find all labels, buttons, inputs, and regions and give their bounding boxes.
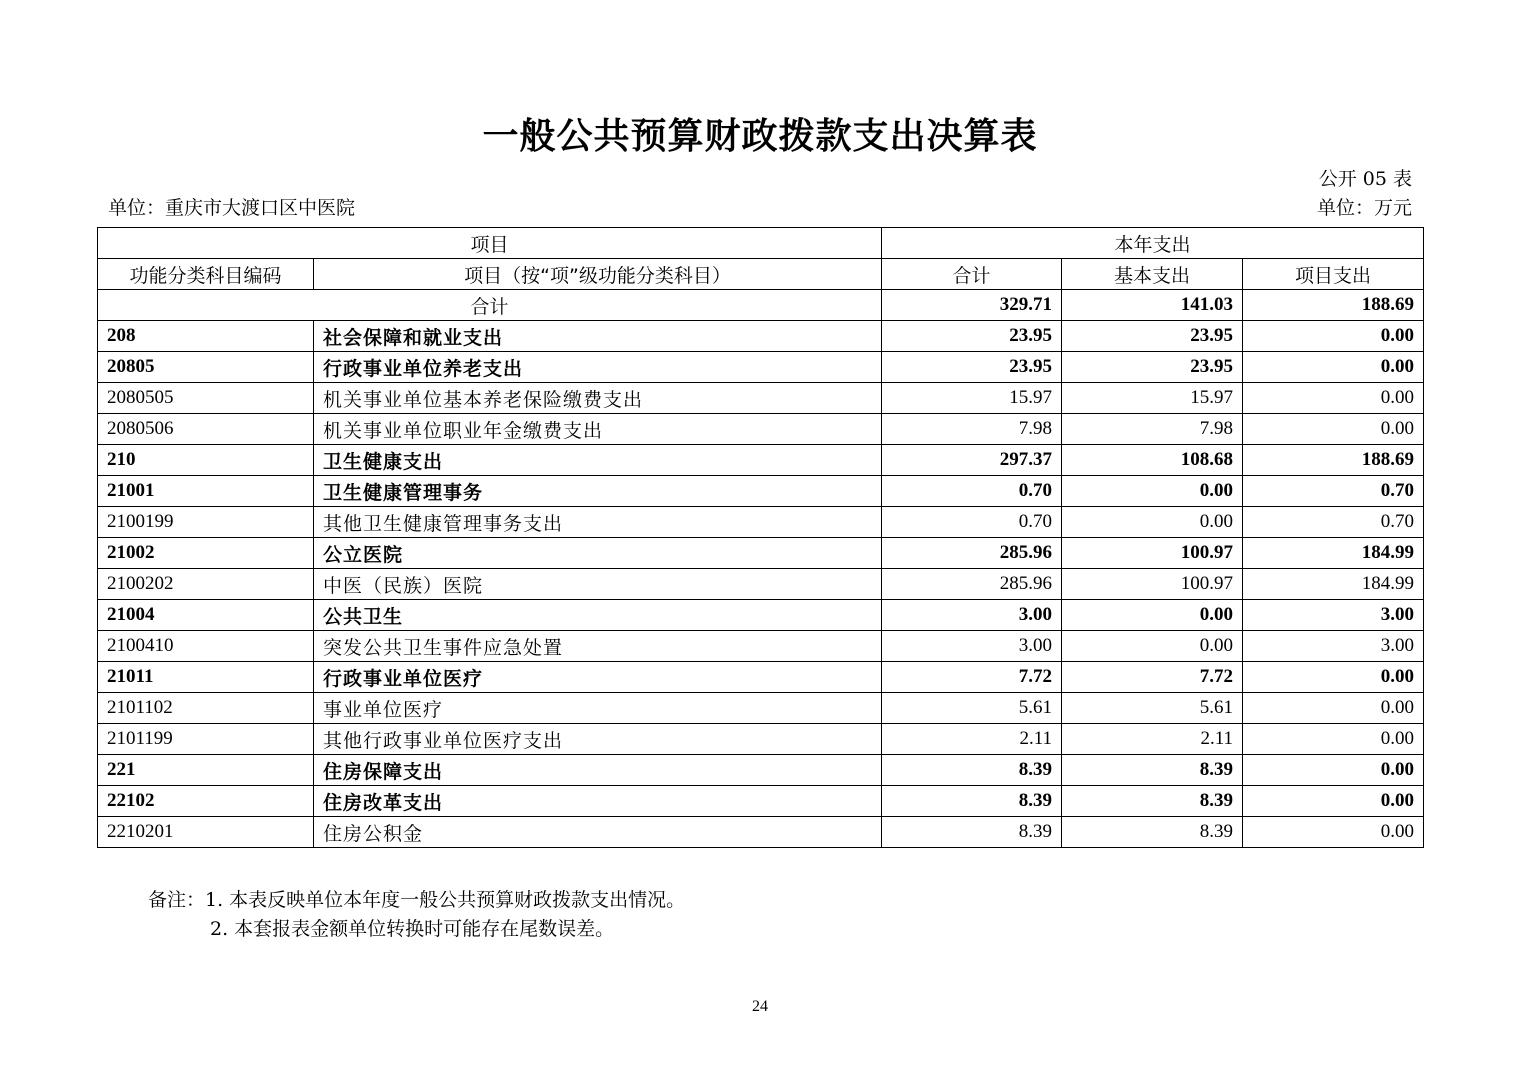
row-basic: 7.72 (1062, 662, 1243, 693)
header-row-1 (98, 228, 1424, 259)
row-code: 2080505 (98, 383, 314, 414)
table-row (98, 755, 1424, 786)
header-name: 项目（按“项”级功能分类科目） (314, 259, 882, 290)
page-number: 24 (752, 998, 768, 1015)
row-project: 0.70 (1243, 507, 1424, 538)
row-project: 0.00 (1243, 414, 1424, 445)
row-code: 2101102 (98, 693, 314, 724)
total-row (98, 290, 1424, 321)
table-row (98, 414, 1424, 445)
header-total: 合计 (882, 259, 1062, 290)
row-basic: 0.00 (1062, 600, 1243, 631)
row-project: 0.00 (1243, 724, 1424, 755)
total-project: 188.69 (1243, 290, 1424, 321)
row-code: 2210201 (98, 817, 314, 848)
table-row (98, 600, 1424, 631)
row-project: 0.00 (1243, 321, 1424, 352)
header-current-year: 本年支出 (882, 228, 1424, 259)
row-code: 22102 (98, 786, 314, 817)
row-total: 0.70 (882, 507, 1062, 538)
total-total: 329.71 (882, 290, 1062, 321)
form-number: 公开 05 表 (1318, 168, 1412, 190)
table-row (98, 693, 1424, 724)
row-code: 20805 (98, 352, 314, 383)
row-total: 7.98 (882, 414, 1062, 445)
row-code: 21011 (98, 662, 314, 693)
table-row (98, 569, 1424, 600)
row-name: 公共卫生 (314, 600, 882, 631)
row-basic: 0.00 (1062, 476, 1243, 507)
row-basic: 100.97 (1062, 538, 1243, 569)
row-name: 机关事业单位基本养老保险缴费支出 (314, 383, 882, 414)
row-name: 机关事业单位职业年金缴费支出 (314, 414, 882, 445)
row-name: 卫生健康管理事务 (314, 476, 882, 507)
row-basic: 108.68 (1062, 445, 1243, 476)
table-row (98, 476, 1424, 507)
row-project: 0.00 (1243, 693, 1424, 724)
row-basic: 100.97 (1062, 569, 1243, 600)
row-total: 297.37 (882, 445, 1062, 476)
note-line-2: 2. 本套报表金额单位转换时可能存在尾数误差。 (210, 918, 615, 940)
row-code: 21002 (98, 538, 314, 569)
table-row (98, 662, 1424, 693)
row-project: 184.99 (1243, 538, 1424, 569)
header-row-2 (98, 259, 1424, 290)
header-basic: 基本支出 (1062, 259, 1243, 290)
table-row (98, 507, 1424, 538)
row-code: 210 (98, 445, 314, 476)
row-basic: 2.11 (1062, 724, 1243, 755)
row-project: 188.69 (1243, 445, 1424, 476)
row-code: 21004 (98, 600, 314, 631)
row-code: 2101199 (98, 724, 314, 755)
page-title: 一般公共预算财政拨款支出决算表 (482, 116, 1038, 157)
table-row (98, 321, 1424, 352)
table-row (98, 786, 1424, 817)
row-name: 卫生健康支出 (314, 445, 882, 476)
header-code: 功能分类科目编码 (98, 259, 314, 290)
table-row (98, 538, 1424, 569)
row-total: 285.96 (882, 569, 1062, 600)
reporting-unit: 单位：重庆市大渡口区中医院 (108, 197, 356, 219)
row-code: 221 (98, 755, 314, 786)
row-project: 0.00 (1243, 755, 1424, 786)
table-row (98, 445, 1424, 476)
row-name: 社会保障和就业支出 (314, 321, 882, 352)
row-total: 15.97 (882, 383, 1062, 414)
row-basic: 7.98 (1062, 414, 1243, 445)
table-row (98, 817, 1424, 848)
row-name: 公立医院 (314, 538, 882, 569)
row-total: 23.95 (882, 321, 1062, 352)
row-project: 0.00 (1243, 786, 1424, 817)
table-row (98, 724, 1424, 755)
row-project: 3.00 (1243, 600, 1424, 631)
header-project: 项目 (98, 228, 882, 259)
total-basic: 141.03 (1062, 290, 1243, 321)
row-basic: 5.61 (1062, 693, 1243, 724)
total-label: 合计 (98, 290, 882, 321)
row-basic: 15.97 (1062, 383, 1243, 414)
row-basic: 23.95 (1062, 352, 1243, 383)
row-total: 8.39 (882, 817, 1062, 848)
row-total: 2.11 (882, 724, 1062, 755)
row-name: 其他卫生健康管理事务支出 (314, 507, 882, 538)
row-code: 21001 (98, 476, 314, 507)
row-basic: 8.39 (1062, 817, 1243, 848)
row-basic: 8.39 (1062, 786, 1243, 817)
row-project: 0.00 (1243, 662, 1424, 693)
row-total: 3.00 (882, 600, 1062, 631)
row-total: 5.61 (882, 693, 1062, 724)
table-row (98, 352, 1424, 383)
row-total: 8.39 (882, 755, 1062, 786)
row-name: 住房改革支出 (314, 786, 882, 817)
row-name: 事业单位医疗 (314, 693, 882, 724)
row-name: 行政事业单位养老支出 (314, 352, 882, 383)
row-project: 0.00 (1243, 383, 1424, 414)
row-basic: 0.00 (1062, 631, 1243, 662)
row-name: 住房公积金 (314, 817, 882, 848)
notes (148, 886, 685, 944)
row-code: 2100202 (98, 569, 314, 600)
row-total: 285.96 (882, 538, 1062, 569)
row-code: 2080506 (98, 414, 314, 445)
row-total: 23.95 (882, 352, 1062, 383)
row-name: 中医（民族）医院 (314, 569, 882, 600)
expenditure-table (97, 227, 1424, 848)
row-code: 2100410 (98, 631, 314, 662)
row-total: 8.39 (882, 786, 1062, 817)
row-project: 0.00 (1243, 817, 1424, 848)
row-basic: 8.39 (1062, 755, 1243, 786)
row-basic: 23.95 (1062, 321, 1243, 352)
row-project: 3.00 (1243, 631, 1424, 662)
note-line-1: 备注：1. 本表反映单位本年度一般公共预算财政拨款支出情况。 (148, 889, 686, 911)
row-name: 行政事业单位医疗 (314, 662, 882, 693)
row-total: 7.72 (882, 662, 1062, 693)
row-total: 0.70 (882, 476, 1062, 507)
row-project: 184.99 (1243, 569, 1424, 600)
row-code: 2100199 (98, 507, 314, 538)
row-basic: 0.00 (1062, 507, 1243, 538)
header-project-exp: 项目支出 (1243, 259, 1424, 290)
row-project: 0.00 (1243, 352, 1424, 383)
currency-unit: 单位：万元 (1316, 197, 1412, 219)
row-total: 3.00 (882, 631, 1062, 662)
table-row (98, 383, 1424, 414)
row-project: 0.70 (1243, 476, 1424, 507)
row-code: 208 (98, 321, 314, 352)
row-name: 突发公共卫生事件应急处置 (314, 631, 882, 662)
table-row (98, 631, 1424, 662)
row-name: 其他行政事业单位医疗支出 (314, 724, 882, 755)
row-name: 住房保障支出 (314, 755, 882, 786)
